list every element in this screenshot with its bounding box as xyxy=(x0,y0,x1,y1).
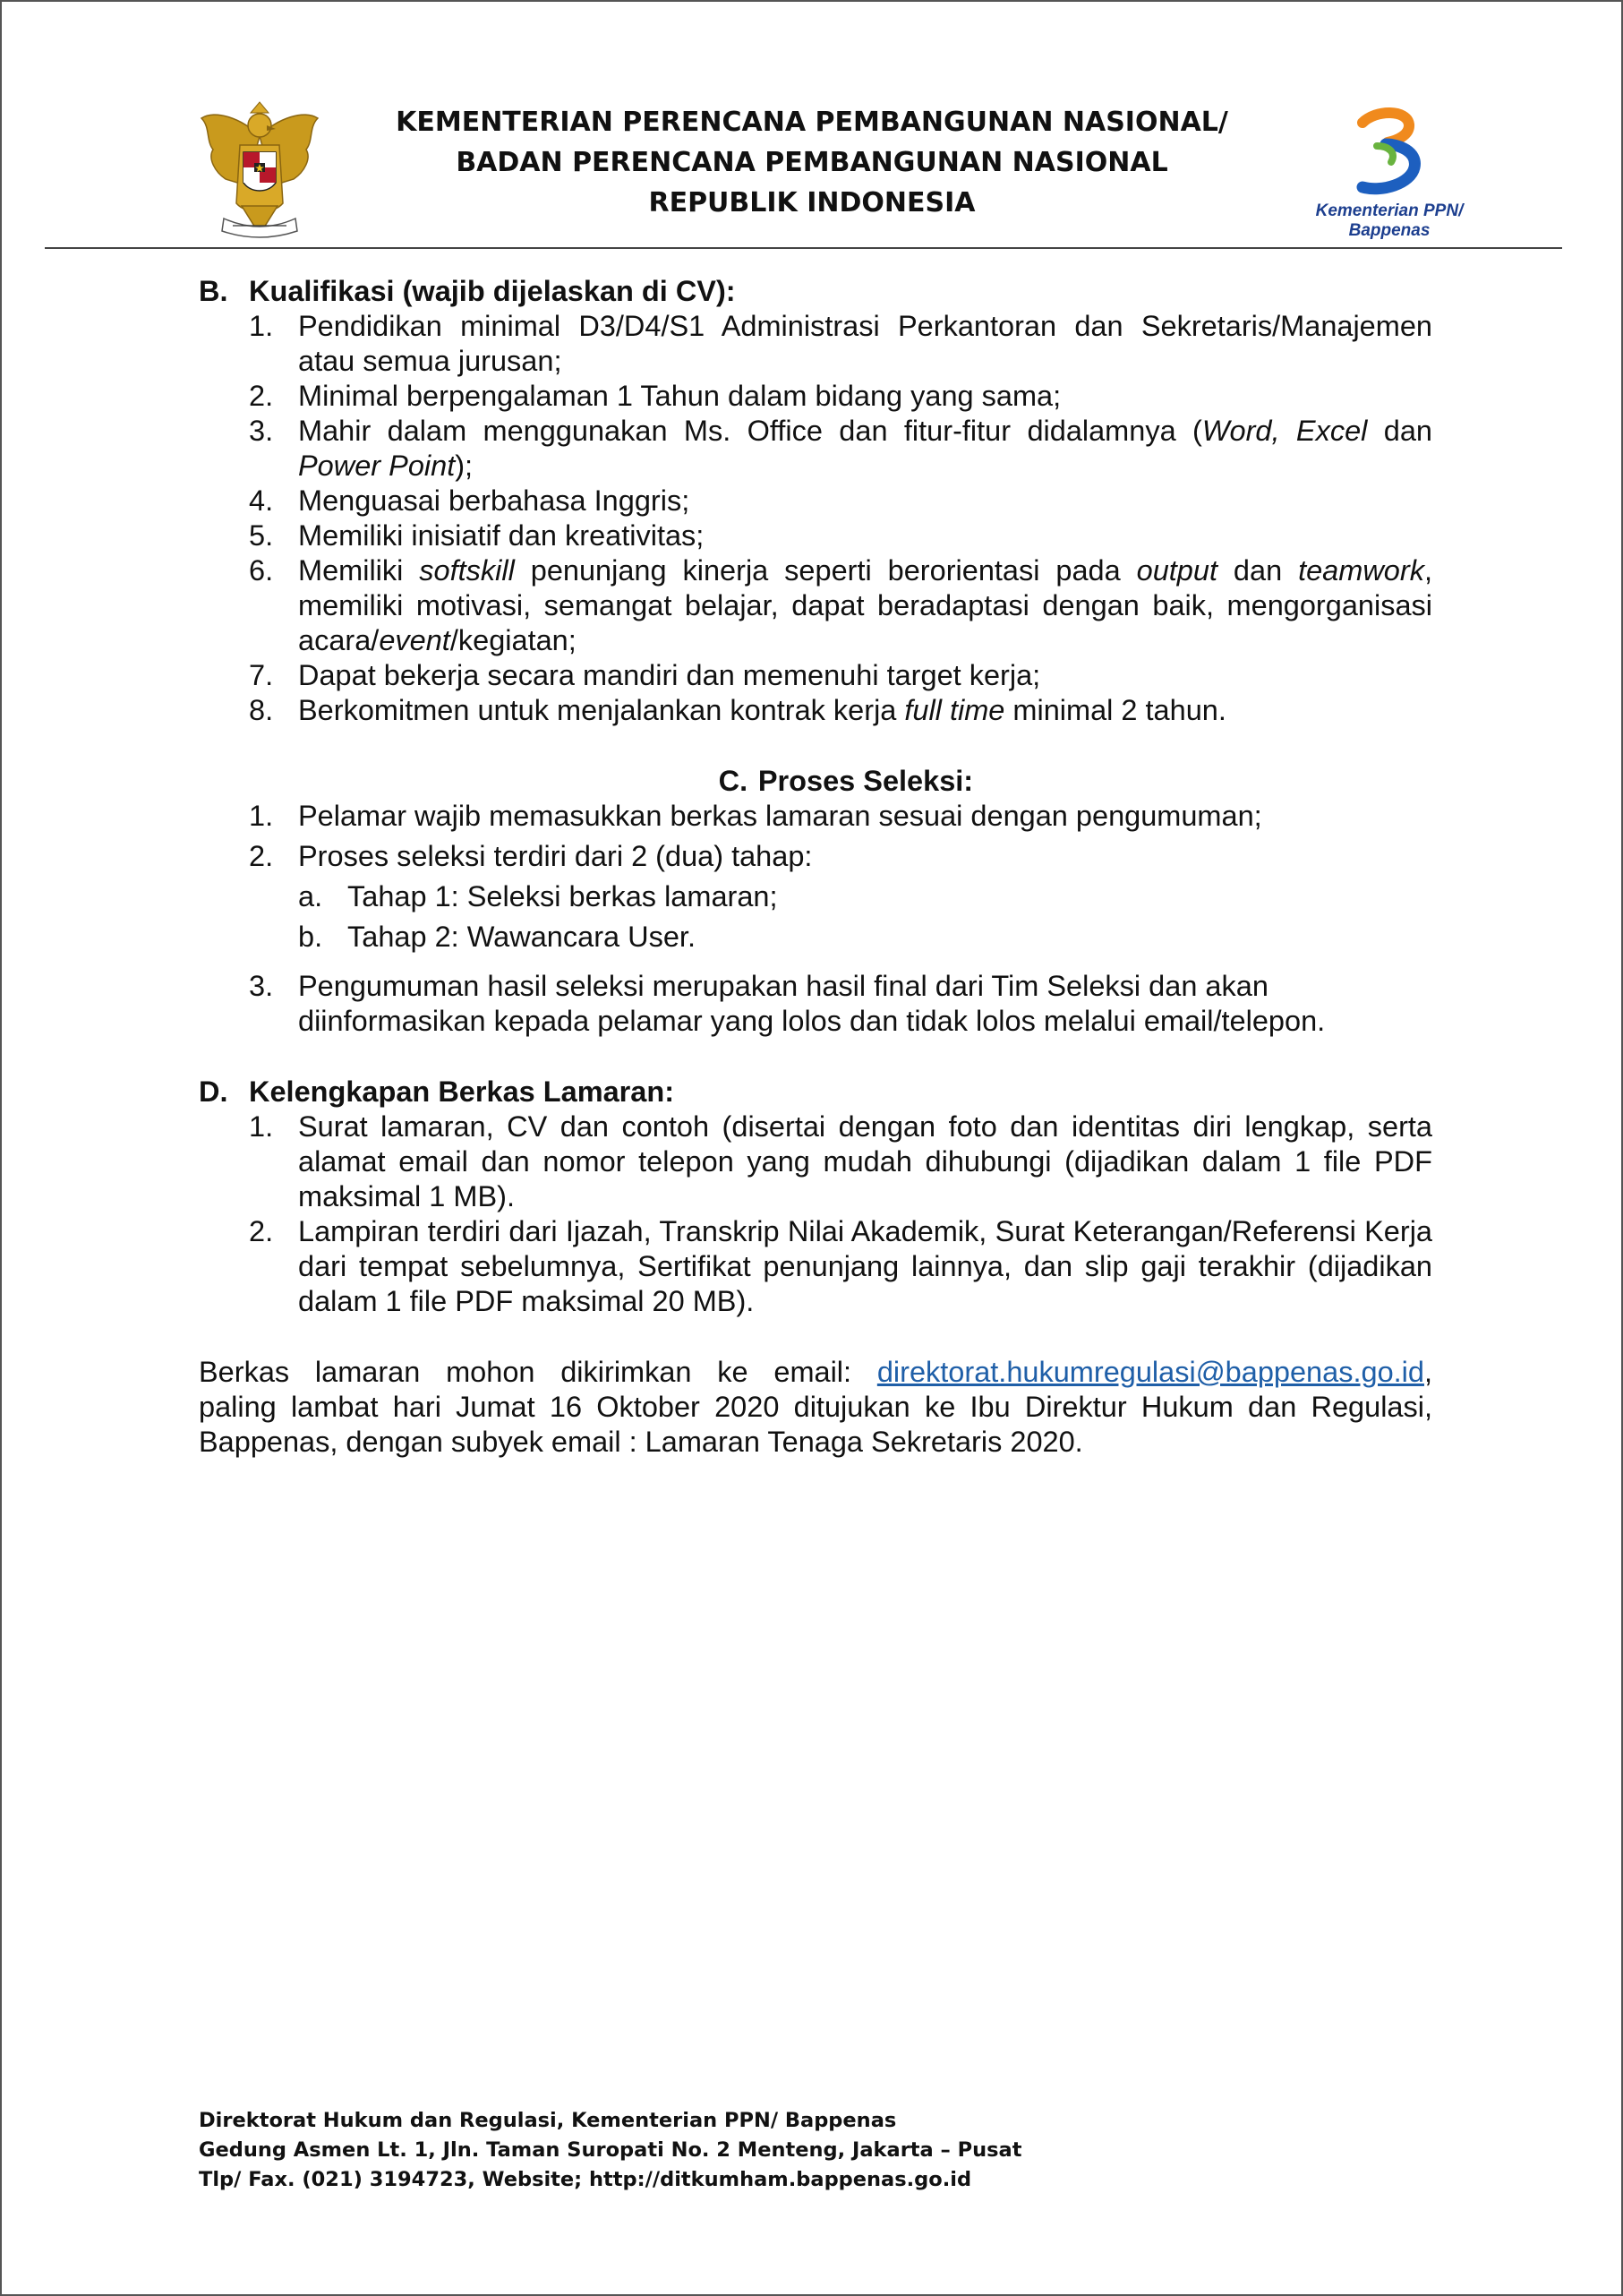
section-c-heading: Proses Seleksi: xyxy=(757,765,974,797)
list-item: 1. Pendidikan minimal D3/D4/S1 Administrasi Perkantoran dan Sekretaris/Manajemen atau semua jurusan; xyxy=(249,310,1432,377)
garuda-emblem-icon xyxy=(197,100,322,242)
list-item: 5. Memiliki inisiatif dan kreativitas; xyxy=(249,519,705,552)
letterhead-footer xyxy=(199,2106,1273,2195)
list-item: 8. Berkomitmen untuk menjalankan kontrak kerja full time minimal 2 tahun. xyxy=(249,694,1226,726)
footer-line-3: Tlp/ Fax. (021) 3194723, Website; http://ditkumham.bappenas.go.id xyxy=(199,2168,972,2191)
header-divider xyxy=(45,247,1562,249)
email-link[interactable]: direktorat.hukumregulasi@bappenas.go.id xyxy=(876,1356,1424,1388)
list-item: 2. Minimal berpengalaman 1 Tahun dalam bidang yang sama; xyxy=(249,380,1062,412)
sub-list-item: b. Tahap 2: Wawancara User. xyxy=(298,921,696,953)
closing-paragraph xyxy=(199,1355,1432,1460)
list-item: 7. Dapat bekerja secara mandiri dan memenuhi target kerja; xyxy=(249,659,1041,691)
list-item: 1. Surat lamaran, CV dan contoh (disertai dengan foto dan identitas diri lengkap, serta alamat email dan nomor telepon yang mudah dihubungi (dijadikan dalam 1 file PDF maksimal 1 MB). xyxy=(249,1110,1432,1212)
list-item: 4. Menguasai berbahasa Inggris; xyxy=(249,484,690,517)
letterhead-title xyxy=(342,102,1282,223)
section-c-title xyxy=(199,764,1432,799)
section-b-list xyxy=(199,309,1432,728)
footer-line-1: Direktorat Hukum dan Regulasi, Kementerian PPN/ Bappenas xyxy=(199,2109,897,2132)
logo-caption-line-1: Kementerian PPN/ xyxy=(1315,201,1464,220)
closing-line-2: paling lambat hari Jumat 16 Oktober 2020 ditujukan ke Ibu Direktur Hukum dan Regulasi, xyxy=(199,1391,1432,1423)
footer-line-2: Gedung Asmen Lt. 1, Jln. Taman Suropati No. 2 Menteng, Jakarta – Pusat xyxy=(199,2138,1022,2162)
section-d-list xyxy=(199,1109,1432,1319)
section-d-heading: Kelengkapan Berkas Lamaran: xyxy=(249,1075,675,1108)
sub-list-item: a. Tahap 1: Seleksi berkas lamaran; xyxy=(298,880,778,912)
section-c-letter: C. xyxy=(718,765,748,797)
list-item: 6. Memiliki softskill penunjang kinerja seperti berorientasi pada output dan teamwork, memiliki motivasi, semangat belajar, dapat beradaptasi dengan baik, mengorganisasi acara/event/kegiatan; xyxy=(249,554,1432,656)
closing-line-3: Bappenas, dengan subyek email : Lamaran Tenaga Sekretaris 2020. xyxy=(199,1426,1083,1458)
section-b-letter: B. xyxy=(199,275,228,307)
section-d-letter: D. xyxy=(199,1075,228,1108)
section-b-heading: Kualifikasi (wajib dijelaskan di CV): xyxy=(249,275,736,307)
section-d-title xyxy=(199,1075,1432,1109)
logo-caption xyxy=(1309,201,1470,241)
list-item: 2. Lampiran terdiri dari Ijazah, Transkrip Nilai Akademik, Surat Keterangan/Referensi Kerja dari tempat sebelumnya, Sertifikat penunjang lainnya, dan slip gaji terakhir (dijadikan dalam 1 file PDF maksimal 20 MB). xyxy=(249,1215,1432,1317)
section-b-title xyxy=(199,274,1432,309)
section-c-list xyxy=(199,799,1432,1039)
list-item: 1. Pelamar wajib memasukkan berkas lamaran sesuai dengan pengumuman; xyxy=(249,800,1262,832)
list-item: 3. Mahir dalam menggunakan Ms. Office dan fitur-fitur didalamnya (Word, Excel dan Power Point); xyxy=(249,415,1432,482)
bappenas-logo-icon xyxy=(1309,105,1470,248)
letterhead-line-2: BADAN PERENCANA PEMBANGUNAN NASIONAL xyxy=(456,147,1168,178)
letterhead-line-1: KEMENTERIAN PERENCANA PEMBANGUNAN NASIONAL/ xyxy=(396,107,1228,138)
document-body xyxy=(199,274,1432,1460)
letterhead-line-3: REPUBLIK INDONESIA xyxy=(648,187,976,218)
list-item: 3. Pengumuman hasil seleksi merupakan hasil final dari Tim Seleksi dan akan diinformasikan kepada pelamar yang lolos dan tidak lolos melalui email/telepon. xyxy=(249,970,1326,1037)
list-item: 2. Proses seleksi terdiri dari 2 (dua) tahap: xyxy=(249,840,813,872)
closing-line-1: Berkas lamaran mohon dikirimkan ke email: direktorat.hukumregulasi@bappenas.go.id, xyxy=(199,1356,1432,1388)
logo-caption-line-2: Bappenas xyxy=(1348,221,1431,240)
